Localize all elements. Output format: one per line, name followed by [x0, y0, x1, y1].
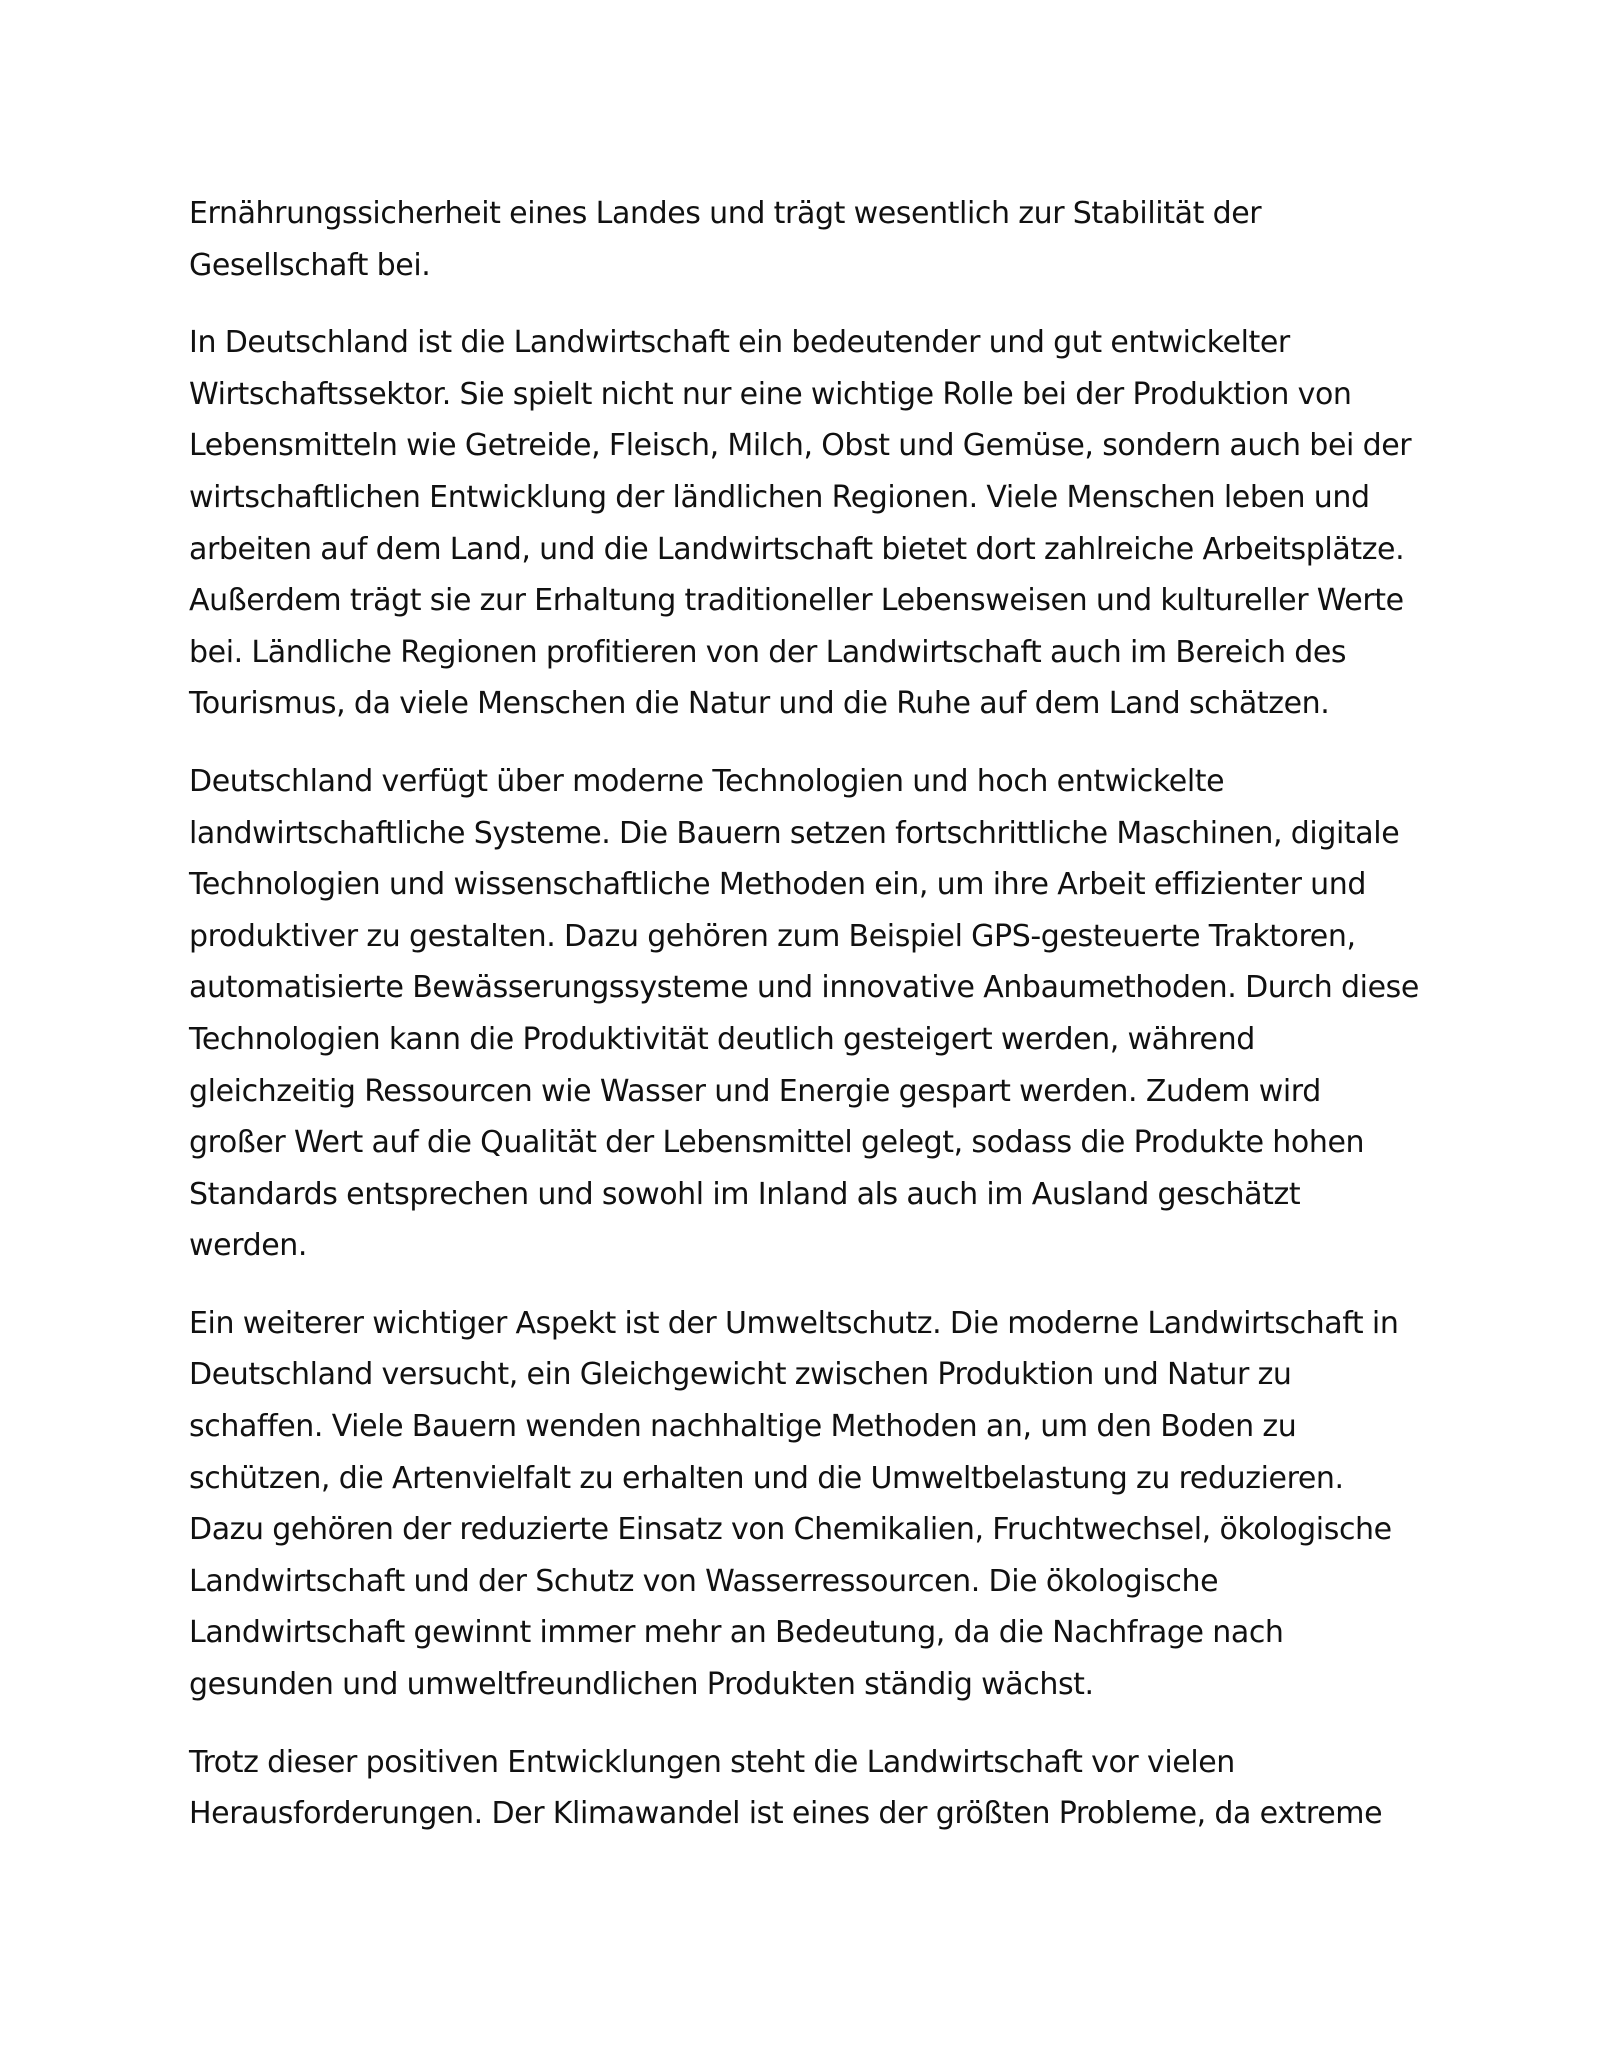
paragraph-2: In Deutschland ist die Landwirtschaft ein bedeutender und gut entwickelter Wirtschaftssektor. Sie spielt nicht nur eine wichtige Rolle bei der Produktion von Lebensmitteln wie Getreide, Fleisch, Milch, Obst und Gemüse, sondern auch bei der wirtschaftlichen Entwicklung der ländlichen Regionen. Viele Menschen leben und arbeiten auf dem Land, und die Landwirtschaft bietet dort zahlreiche Arbeitsplätze. Außerdem trägt sie zur Erhaltung traditioneller Lebensweisen und kultureller Werte bei. Ländliche Regionen profitieren von der Landwirtschaft auch im Bereich des Tourismus, da viele Menschen die Natur und die Ruhe auf dem Land schätzen.	[189, 325, 1412, 722]
paragraph-1: Ernährungssicherheit eines Landes und trägt wesentlich zur Stabilität der Gesellschaft bei.	[189, 196, 1262, 283]
document-body	[189, 188, 1421, 1866]
paragraph-5: Trotz dieser positiven Entwicklungen steht die Landwirtschaft vor vielen Herausforderungen. Der Klimawandel ist eines der größten Probleme, da extreme	[189, 1744, 1383, 1832]
paragraph-4: Ein weiterer wichtiger Aspekt ist der Umweltschutz. Die moderne Landwirtschaft in Deutschland versucht, ein Gleichgewicht zwischen Produktion und Natur zu schaffen. Viele Bauern wenden nachhaltige Methoden an, um den Boden zu schützen, die Artenvielfalt zu erhalten und die Umweltbelastung zu reduzieren. Dazu gehören der reduzierte Einsatz von Chemikalien, Fruchtwechsel, ökologische Landwirtschaft und der Schutz von Wasserressourcen. Die ökologische Landwirtschaft gewinnt immer mehr an Bedeutung, da die Nachfrage nach gesunden und umweltfreundlichen Produkten ständig wächst.	[189, 1305, 1399, 1703]
paragraph-3: Deutschland verfügt über moderne Technologien und hoch entwickelte landwirtschaftliche Systeme. Die Bauern setzen fortschrittliche Maschinen, digitale Technologien und wissenschaftliche Methoden ein, um ihre Arbeit effizienter und produktiver zu gestalten. Dazu gehören zum Beispiel GPS-gesteuerte Traktoren, automatisierte Bewässerungssysteme und innovative Anbaumethoden. Durch diese Technologien kann die Produktivität deutlich gesteigert werden, während gleichzeitig Ressourcen wie Wasser und Energie gespart werden. Zudem wird großer Wert auf die Qualität der Lebensmittel gelegt, sodass die Produkte hohen Standards entsprechen und sowohl im Inland als auch im Ausland geschätzt werden.	[189, 763, 1419, 1264]
